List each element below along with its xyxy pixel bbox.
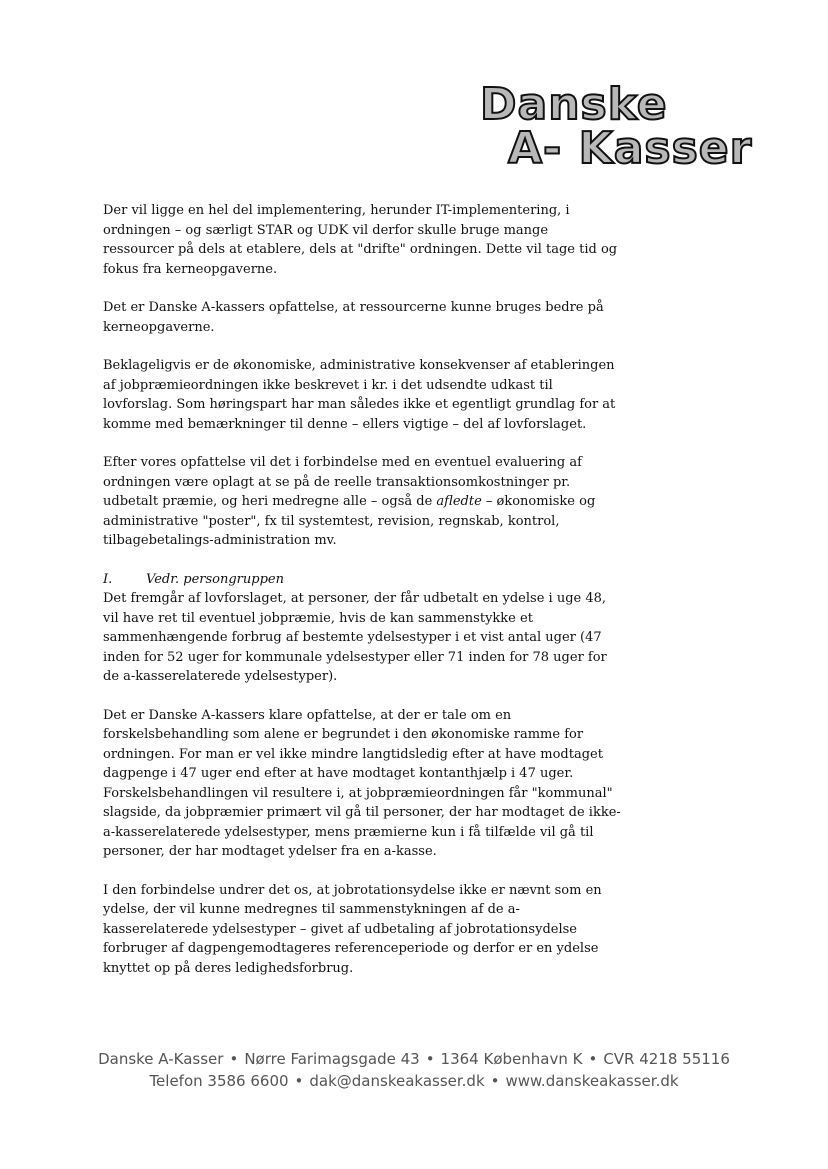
footer-phone: Telefon 3586 6600 — [149, 1072, 289, 1090]
footer-org-name: Danske A-Kasser — [98, 1050, 224, 1068]
footer-line-2 — [0, 1070, 828, 1092]
paragraph: Det er Danske A-kassers klare opfattelse, at der er tale om en forskelsbehandling som alene er begrundet i den økonomiske ramme for ordningen. For man er vel ikke mindre langtidsledig efter at have modtaget dagpenge i 47 uger end efter at have modtaget kontanthjælp i 47 uger. Forskelsbehandlingen vil resultere i, at jobpræmieordningen får "kommunal" slagside, da jobpræmier primært vil gå til personer, der har modtaget de ikke-a-kasserelaterede ydelsestyper, mens præmierne kun i få tilfælde vil gå til personer, der har modtaget ydelser fra en a-kasse. — [103, 707, 621, 859]
paragraph: I den forbindelse undrer det os, at jobrotationsydelse ikke er nævnt som en ydelse, der vil kunne medregnes til sammenstykningen af de a-kasserelaterede ydelsestyper – givet af udbetaling af jobrotationsydelse forbruger af dagpengemodtageres referenceperiode og derfor er en ydelse knyttet op på deres ledighedsforbrug. — [103, 882, 602, 976]
letter-body — [103, 201, 623, 997]
footer-address: Nørre Farimagsgade 43 — [244, 1050, 420, 1068]
logo-line-1: Danske — [480, 79, 668, 130]
paragraph: Det er Danske A-kassers opfattelse, at ressourcerne kunne bruges bedre på kerneopgaverne. — [103, 300, 604, 335]
footer-separator: • — [490, 1072, 500, 1090]
footer-line-1 — [0, 1048, 828, 1070]
section-number: I. — [103, 571, 113, 587]
footer-separator: • — [229, 1050, 239, 1068]
footer-separator: • — [588, 1050, 598, 1068]
paragraph: Beklageligvis er de økonomiske, administrative konsekvenser af etableringen af jobpræmieordningen ikke beskrevet i kr. i det udsendte udkast til lovforslag. Som høringspart har man således ikke et egentligt grundlag for at komme med bemærkninger til denne – ellers vigtige – del af lovforslaget. — [103, 358, 616, 432]
footer-city: 1364 København K — [440, 1050, 583, 1068]
paragraph: Der vil ligge en hel del implementering, herunder IT-implementering, i ordningen – og særligt STAR og UDK vil derfor skulle bruge mange ressourcer på dels at etablere, dels at "drifte" ordningen. Dette vil tage tid og fokus fra kerneopgaverne. — [103, 203, 618, 277]
paragraph-text: Efter vores opfattelse vil det i forbindelse med en eventuel evaluering af ordningen være oplagt at se på de reelle transaktionsomkostninger pr. udbetalt præmie, og heri medregne alle – også de — [103, 455, 582, 509]
footer-separator: • — [425, 1050, 435, 1068]
paragraph: Det fremgår af lovforslaget, at personer, der får udbetalt en ydelse i uge 48, vil have ret til eventuel jobpræmie, hvis de kan sammenstykke et sammenhængende forbrug af bestemte ydelsestyper i et vist antal uger (47 inden for 52 uger for kommunale ydelsestyper eller 71 inden for 78 uger for de a-kasserelaterede ydelsestyper). — [103, 591, 607, 684]
emphasis-text: afledte — [436, 494, 482, 509]
logo-line-2: A- Kasser — [508, 123, 753, 174]
footer-email: dak@danskeakasser.dk — [309, 1072, 485, 1090]
paragraph — [103, 453, 623, 551]
footer-website: www.danskeakasser.dk — [505, 1072, 679, 1090]
footer-separator: • — [294, 1072, 304, 1090]
section-heading — [103, 570, 623, 590]
section-title: Vedr. persongruppen — [146, 571, 284, 587]
footer — [0, 1048, 828, 1092]
paragraph-text: – økonomiske og administrative "poster", fx til systemtest, revision, regnskab, kontrol, tilbagebetalings-administration mv. — [103, 494, 596, 548]
footer-cvr: CVR 4218 55116 — [603, 1050, 730, 1068]
